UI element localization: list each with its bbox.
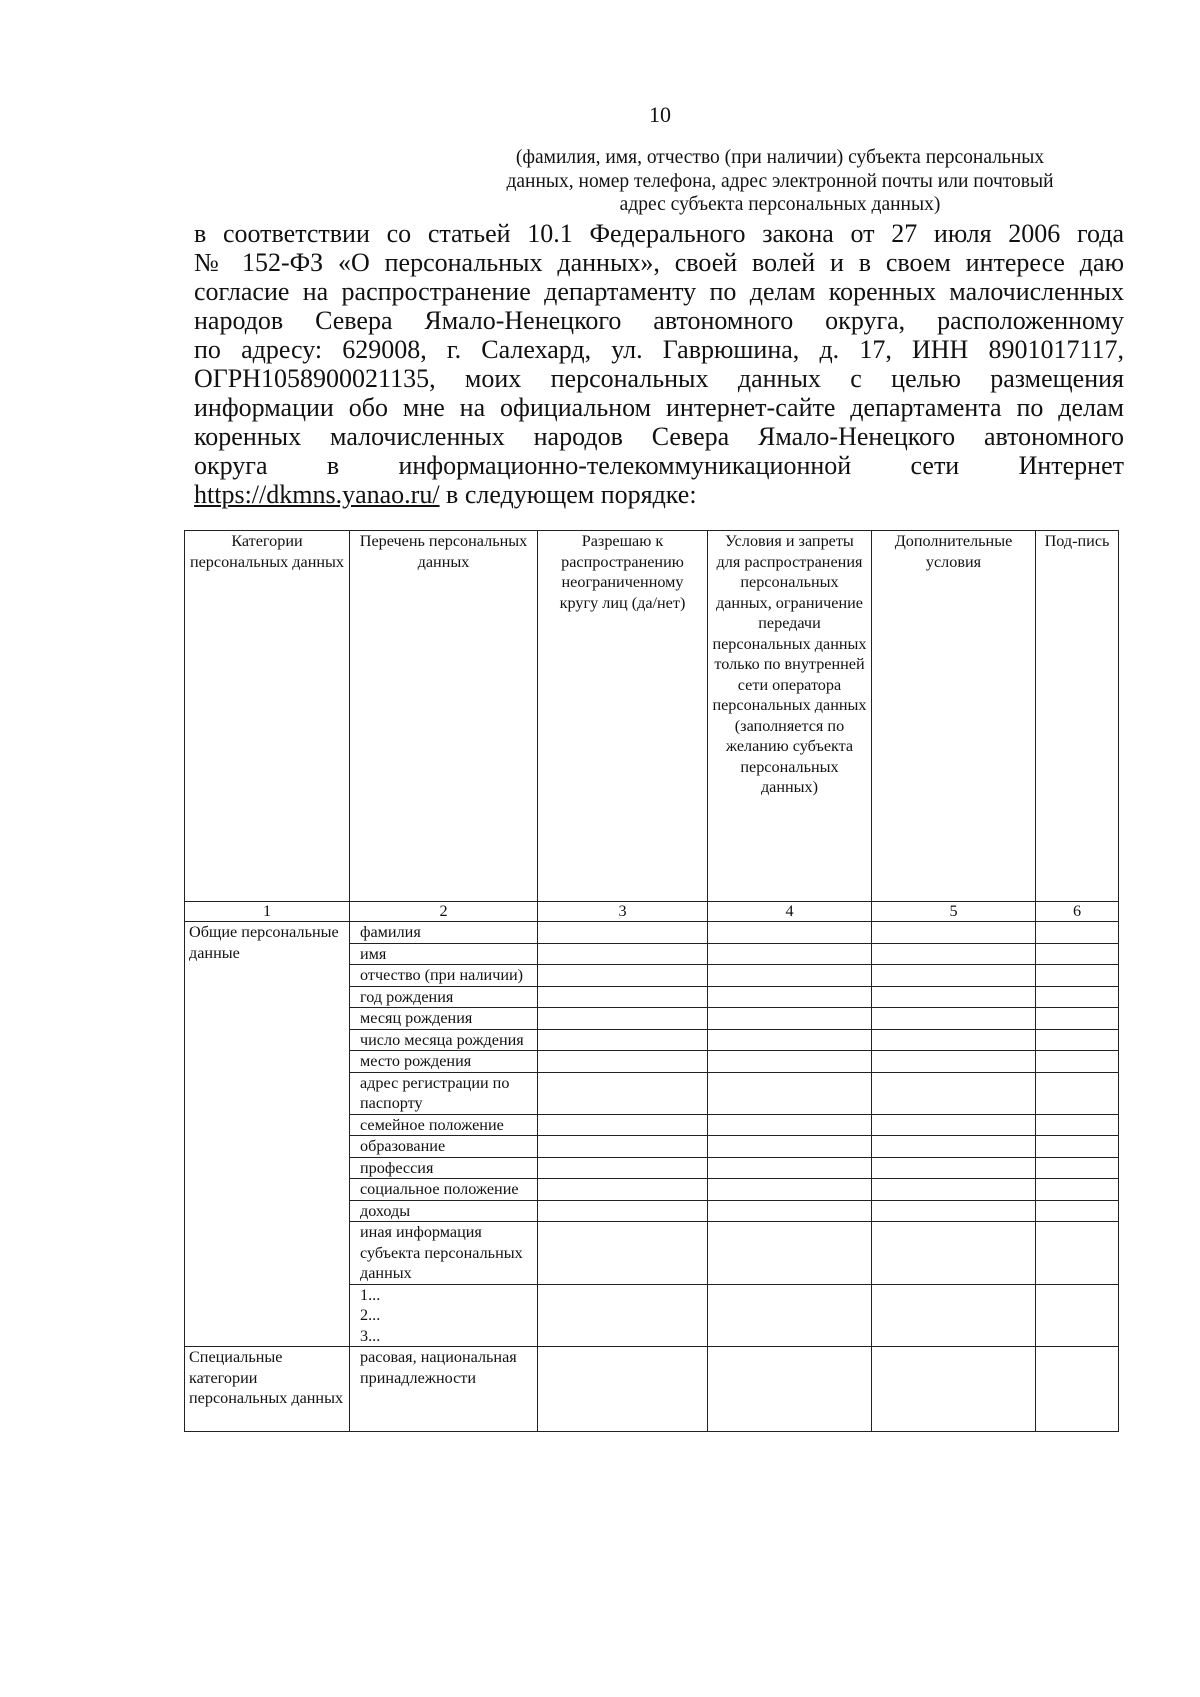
consent-line: согласие на распространение департаменту по делам коренных малочисленных: [194, 277, 1124, 306]
fill-cell[interactable]: [872, 986, 1036, 1008]
other-item: 2...: [360, 1306, 381, 1324]
column-number: 3: [538, 902, 708, 922]
consent-line: ОГРН1058900021135, моих персональных данных с целью размещения: [194, 364, 1124, 393]
data-item-name: иная информация субъекта персональных данных: [350, 1222, 538, 1285]
data-item-name: расовая, национальная принадлежности: [350, 1347, 538, 1432]
data-item-name: отчество (при наличии): [350, 965, 538, 987]
table-row: [185, 922, 1119, 944]
caption-line: (фамилия, имя, отчество (при наличии) субъекта персональных: [515, 147, 1045, 168]
other-item: 1...: [360, 1285, 381, 1304]
data-item-name: месяц рождения: [350, 1008, 538, 1030]
data-item-name: год рождения: [350, 986, 538, 1008]
fill-cell[interactable]: [1036, 943, 1119, 965]
fill-cell[interactable]: [538, 1114, 708, 1136]
special-section: [185, 1347, 1119, 1432]
consent-line: № 152-ФЗ «О персональных данных», своей волей и в своем интересе даю: [194, 248, 1124, 277]
fill-cell[interactable]: [1036, 1136, 1119, 1158]
data-item-name: число месяца рождения: [350, 1029, 538, 1051]
fill-cell[interactable]: [708, 1179, 872, 1201]
fill-cell[interactable]: [872, 1200, 1036, 1222]
column-number: 2: [350, 902, 538, 922]
fill-cell[interactable]: [538, 965, 708, 987]
fill-cell[interactable]: [1036, 1200, 1119, 1222]
general-section: [185, 922, 1119, 1347]
data-item-name: фамилия: [350, 922, 538, 944]
table-header-row: [185, 531, 1119, 902]
data-item-name: адрес регистрации по паспорту: [350, 1072, 538, 1114]
caption-line: данных, номер телефона, адрес электронной почты или почтовый: [506, 170, 1054, 192]
data-item-name: семейное положение: [350, 1114, 538, 1136]
fill-cell[interactable]: [538, 1222, 708, 1285]
fill-cell[interactable]: [1036, 1284, 1119, 1347]
fill-cell[interactable]: [872, 1051, 1036, 1073]
category-general: Общие персональные данные: [185, 922, 350, 1347]
fill-cell[interactable]: [872, 1136, 1036, 1158]
fill-cell[interactable]: [708, 1200, 872, 1222]
fill-cell[interactable]: [1036, 1114, 1119, 1136]
data-item-name: место рождения: [350, 1051, 538, 1073]
fill-cell[interactable]: [1036, 1051, 1119, 1073]
column-number: 1: [185, 902, 350, 922]
header-categories: Категории персональных данных: [185, 531, 350, 902]
fill-cell[interactable]: [708, 1284, 872, 1347]
fill-cell[interactable]: [1036, 922, 1119, 944]
consent-tail: в следующем порядке:: [439, 480, 697, 509]
header-signature: Под-пись: [1036, 531, 1119, 902]
fill-cell[interactable]: [872, 1222, 1036, 1285]
other-item: 3...: [360, 1326, 381, 1345]
fill-cell[interactable]: [872, 922, 1036, 944]
header-additional: Дополнительные условия: [872, 531, 1036, 902]
fill-cell[interactable]: [1036, 1157, 1119, 1179]
fill-cell[interactable]: [708, 1136, 872, 1158]
fill-cell[interactable]: [1036, 965, 1119, 987]
fill-cell[interactable]: [872, 1114, 1036, 1136]
fill-cell[interactable]: [872, 1179, 1036, 1201]
fill-cell[interactable]: [708, 1222, 872, 1285]
data-item-name: имя: [350, 943, 538, 965]
fill-cell[interactable]: [708, 1008, 872, 1030]
subject-caption: [440, 146, 1120, 217]
fill-cell[interactable]: [538, 986, 708, 1008]
column-number: 4: [708, 902, 872, 922]
fill-cell[interactable]: [538, 1029, 708, 1051]
data-item-name: профессия: [350, 1157, 538, 1179]
fill-cell[interactable]: [708, 943, 872, 965]
fill-cell[interactable]: [872, 1284, 1036, 1347]
consent-line: информации обо мне на официальном интернет-сайте департамента по делам: [194, 393, 1124, 422]
fill-cell[interactable]: [872, 1157, 1036, 1179]
fill-cell[interactable]: [1036, 1179, 1119, 1201]
fill-cell[interactable]: [872, 1347, 1036, 1432]
fill-cell[interactable]: [538, 943, 708, 965]
fill-cell[interactable]: [708, 922, 872, 944]
consent-line: округа в информационно-телекоммуникационной сети Интернет: [194, 451, 1124, 480]
fill-cell[interactable]: [872, 965, 1036, 987]
column-number: 5: [872, 902, 1036, 922]
data-item-name: доходы: [350, 1200, 538, 1222]
header-list: Перечень персональных данных: [350, 531, 538, 902]
other-items: [350, 1284, 538, 1347]
fill-cell[interactable]: [538, 1284, 708, 1347]
data-item-name: образование: [350, 1136, 538, 1158]
fill-cell[interactable]: [708, 1029, 872, 1051]
fill-cell[interactable]: [708, 965, 872, 987]
fill-cell[interactable]: [708, 1072, 872, 1114]
fill-cell[interactable]: [538, 1179, 708, 1201]
data-item-name: социальное положение: [350, 1179, 538, 1201]
fill-cell[interactable]: [708, 986, 872, 1008]
fill-cell[interactable]: [708, 1114, 872, 1136]
fill-cell[interactable]: [1036, 1347, 1119, 1432]
fill-cell[interactable]: [1036, 1072, 1119, 1114]
website-link[interactable]: https://dkmns.yanao.ru/: [194, 480, 440, 509]
fill-cell[interactable]: [538, 1136, 708, 1158]
header-conditions: Условия и запреты для распространения персональных данных, ограничение передачи персональных данных только по внутренней сети оператора персональных данных (заполняется по желанию субъекта персональных данных): [708, 531, 872, 902]
fill-cell[interactable]: [538, 1347, 708, 1432]
fill-cell[interactable]: [1036, 1029, 1119, 1051]
fill-cell[interactable]: [708, 1051, 872, 1073]
fill-cell[interactable]: [708, 1347, 872, 1432]
fill-cell[interactable]: [872, 1008, 1036, 1030]
consent-line: коренных малочисленных народов Севера Ямало-Ненецкого автономного: [194, 422, 1124, 451]
fill-cell[interactable]: [872, 943, 1036, 965]
consent-line-last: [194, 480, 1124, 509]
fill-cell[interactable]: [872, 1029, 1036, 1051]
fill-cell[interactable]: [538, 1008, 708, 1030]
column-numbers-row: [185, 902, 1119, 922]
caption-line: адрес субъекта персональных данных): [619, 194, 941, 215]
table-row: [185, 1347, 1119, 1432]
consent-line: по адресу: 629008, г. Салехард, ул. Гаврюшина, д. 17, ИНН 8901017117,: [194, 335, 1124, 364]
fill-cell[interactable]: [538, 1200, 708, 1222]
fill-cell[interactable]: [538, 1157, 708, 1179]
fill-cell[interactable]: [538, 1051, 708, 1073]
header-permission: Разрешаю к распространению неограниченному кругу лиц (да/нет): [538, 531, 708, 902]
fill-cell[interactable]: [538, 1072, 708, 1114]
column-number: 6: [1036, 902, 1119, 922]
consent-text: [194, 219, 1124, 509]
fill-cell[interactable]: [1036, 1008, 1119, 1030]
consent-table: [184, 530, 1119, 1432]
fill-cell[interactable]: [872, 1072, 1036, 1114]
consent-line: народов Севера Ямало-Ненецкого автономного округа, расположенному: [194, 306, 1124, 335]
fill-cell[interactable]: [1036, 986, 1119, 1008]
fill-cell[interactable]: [708, 1157, 872, 1179]
consent-line: в соответствии со статьей 10.1 Федерального закона от 27 июля 2006 года: [194, 219, 1124, 248]
category-special: Специальные категории персональных данных: [185, 1347, 350, 1432]
fill-cell[interactable]: [538, 922, 708, 944]
page-number: 10: [649, 102, 671, 127]
fill-cell[interactable]: [1036, 1222, 1119, 1285]
